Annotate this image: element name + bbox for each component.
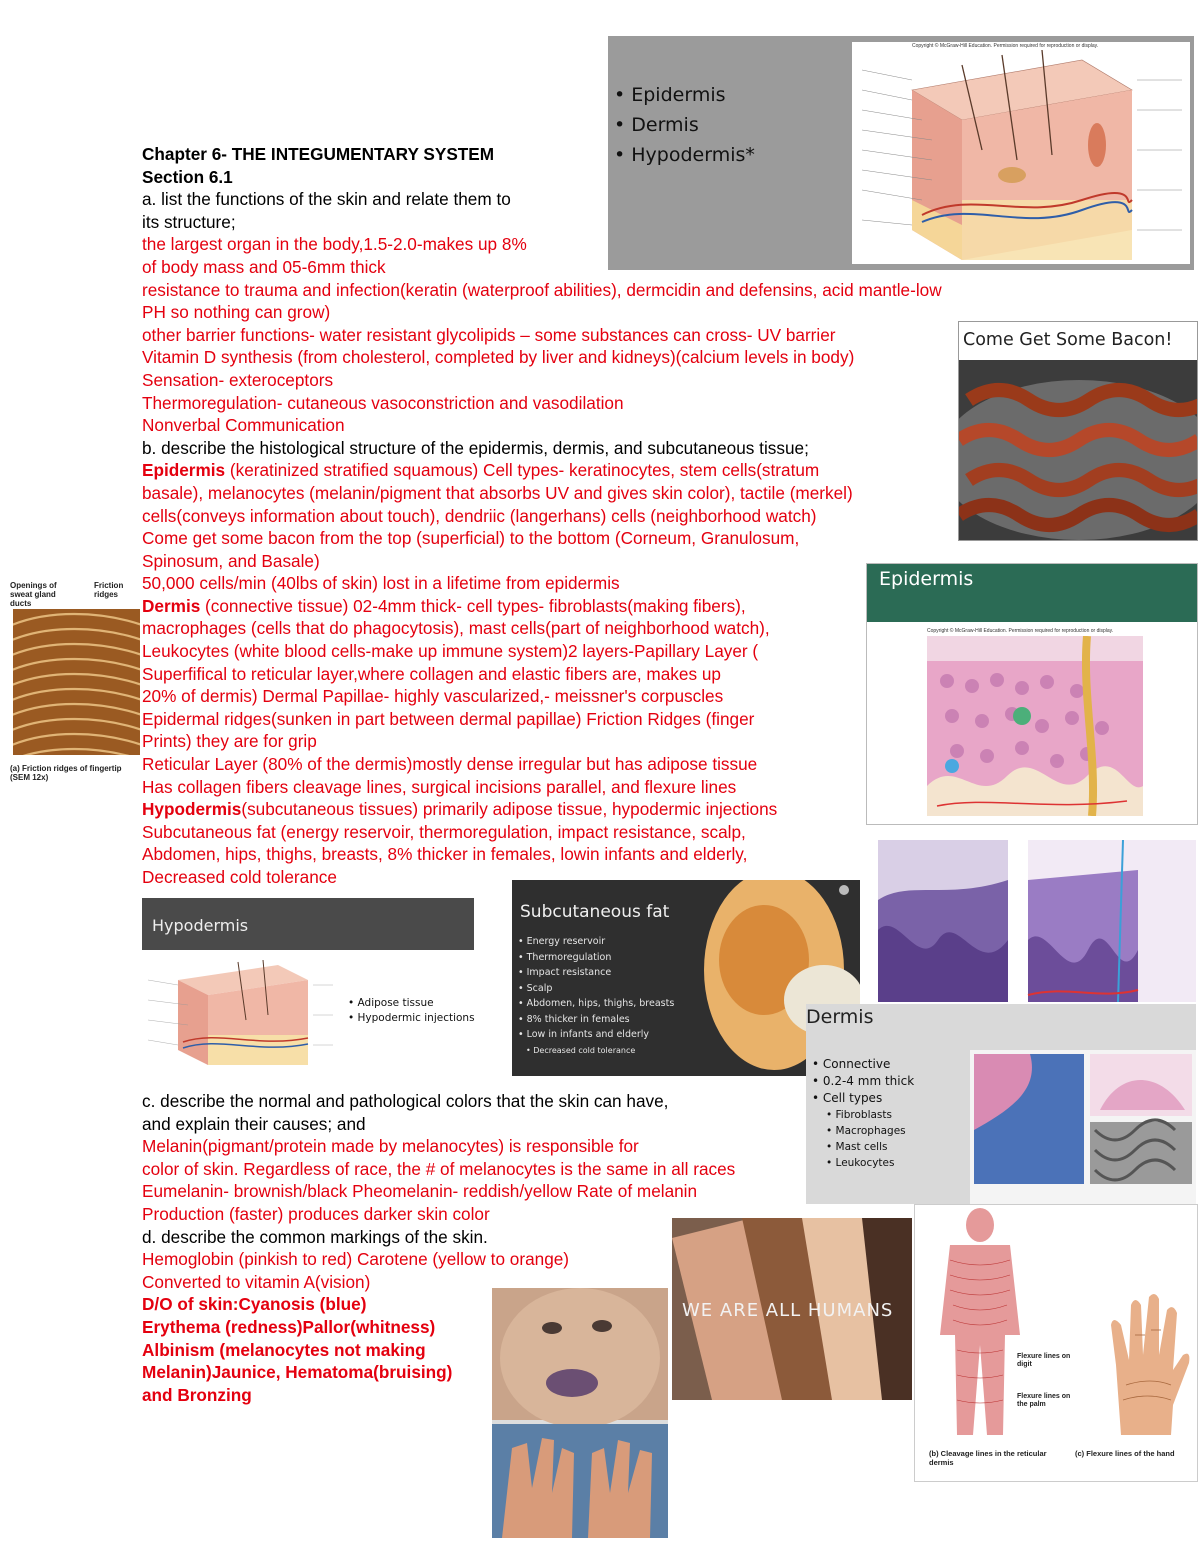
bullet: • Thermoregulation [518, 951, 612, 963]
dermis-histology-images [878, 840, 1196, 1002]
cleavage-caption: (b) Cleavage lines in the reticular dermis [929, 1449, 1047, 1467]
bullet: • Impact resistance [518, 967, 612, 978]
bullet: • Fibroblasts [826, 1109, 892, 1121]
note-text: (subcutaneous tissues) primarily adipose tissue, hypodermic injections [241, 799, 778, 820]
note-line: Prints) they are for grip [142, 731, 317, 752]
epidermis-term: Epidermis [142, 460, 226, 481]
flexure-caption: (c) Flexure lines of the hand [1075, 1449, 1175, 1458]
note-line: Erythema (redness)Pallor(whitness) [142, 1316, 436, 1337]
note-line: Decreased cold tolerance [142, 867, 337, 887]
note-line: Hemoglobin (pinkish to red) Carotene (yellow to orange) [142, 1249, 570, 1270]
objective-a-line2: its structure; [142, 211, 236, 232]
note-line: D/O of skin:Cyanosis (blue) [142, 1294, 367, 1315]
bullet: • Abdomen, hips, thighs, breasts [518, 998, 675, 1009]
objective-b: b. describe the histological structure of the epidermis, dermis, and subcutaneous tissue; [142, 437, 809, 458]
note-line: Spinosum, and Basale) [142, 550, 320, 571]
chapter-title: Chapter 6- THE INTEGUMENTARY SYSTEM [142, 144, 495, 164]
bullet-epidermis: • Epidermis [614, 84, 726, 106]
note-line: Converted to vitamin A(vision) [142, 1271, 371, 1292]
dermis-term: Dermis [142, 595, 201, 616]
bullet: • Connective [812, 1057, 891, 1071]
note-line: Nonverbal Communication [142, 415, 345, 436]
body-cleavage-lines-illustration [925, 1205, 1035, 1445]
histology-micrographs [878, 840, 1196, 1002]
layer-bullets [614, 80, 755, 170]
fingerprint-caption: (a) Friction ridges of fingertip (SEM 12x) [10, 764, 122, 782]
note-line: color of skin. Regardless of race, the # of melanocytes is the same in all races [142, 1158, 736, 1179]
flexure-palm-label: Flexure lines on the palm [1017, 1393, 1071, 1408]
note-line: Has collagen fibers cleavage lines, surgical incisions parallel, and flexure lines [142, 776, 737, 797]
note-line: Thermoregulation- cutaneous vasoconstriction and vasodilation [142, 392, 624, 413]
bacon-slide [958, 321, 1198, 541]
bullet: • 0.2-4 mm thick [812, 1074, 915, 1088]
epidermis-slide-title: Epidermis [879, 568, 974, 590]
note-line: resistance to trauma and infection(keratin (waterproof abilities), dermcidin and defensins, acid mantle-low [142, 279, 942, 300]
bullet: • Leukocytes [826, 1157, 895, 1169]
sweat-duct-label: Openings of sweat gland ducts [10, 581, 57, 608]
fingerprint-figure [10, 579, 140, 789]
note-line: cells(conveys information about touch), dendriic (langerhans) cells (neighborhood watch) [142, 505, 817, 526]
epidermis-slide-header [867, 564, 1197, 622]
bullet-injections: • Hypodermic injections [348, 1012, 475, 1024]
note-line: Leukocytes (white blood cells-make up immune system)2 layers-Papillary Layer ( [142, 641, 759, 662]
cyanosis-photo [492, 1288, 668, 1538]
objective-d: d. describe the common markings of the skin. [142, 1226, 488, 1247]
note-line: Abdomen, hips, thighs, breasts, 8% thicker in females, lowin infants and elderly, [142, 844, 748, 865]
bullet-adipose: • Adipose tissue [348, 997, 434, 1009]
note-line: of body mass and 05-6mm thick [142, 256, 386, 277]
copyright-note: Copyright © McGraw-Hill Education. Permission required for reproduction or display. [927, 628, 1114, 634]
note-line: Melanin)Jaunice, Hematoma(bruising) [142, 1362, 453, 1383]
flexure-digit-label: Flexure lines on digit [1017, 1353, 1071, 1368]
note-line: Come get some bacon from the top (superficial) to the bottom (Corneum, Granulosum, [142, 528, 800, 549]
skin-layers-slide [608, 36, 1194, 270]
humans-caption: WE ARE ALL HUMANS [682, 1300, 894, 1321]
cleavage-lines-figure [914, 1204, 1198, 1482]
dermis-slide-title: Dermis [806, 1006, 874, 1028]
bullet: • Decreased cold tolerance [526, 1045, 636, 1055]
dermis-slide [806, 1004, 1196, 1204]
bacon-photo [959, 360, 1197, 540]
epidermis-histology-illustration [927, 636, 1143, 816]
friction-ridge-label: Friction ridges [94, 581, 124, 599]
skin-diagram [852, 42, 1190, 264]
bacon-title: Come Get Some Bacon! [963, 330, 1173, 350]
bullet-dermis: • Dermis [614, 114, 699, 136]
note-line: Albinism (melanocytes not making [142, 1339, 426, 1360]
copyright-note: Copyright © McGraw-Hill Education. Permission required for reproduction or display. [912, 43, 1099, 49]
note-line: Reticular Layer (80% of the dermis)mostly dense irregular but has adipose tissue [142, 754, 758, 775]
note-line: Epidermal ridges(sunken in part between dermal papillae) Friction Ridges (finger [142, 708, 755, 729]
note-line: Subcutaneous fat (energy reservoir, thermoregulation, impact resistance, scalp, [142, 821, 746, 842]
note-line: Production (faster) produces darker skin color [142, 1203, 490, 1224]
objective-c-line1: c. describe the normal and pathological colors that the skin can have, [142, 1091, 669, 1111]
note-line: Sensation- exteroceptors [142, 369, 334, 390]
note-line: and Bronzing [142, 1384, 252, 1405]
bullet: • Scalp [518, 982, 553, 994]
note-line: Eumelanin- brownish/black Pheomelanin- reddish/yellow Rate of melanin [142, 1181, 698, 1202]
objective-c-line2: and explain their causes; and [142, 1113, 366, 1134]
dermis-bullets [812, 1056, 914, 1171]
objective-a-line1: a. list the functions of the skin and relate them to [142, 189, 511, 210]
fingerprint-photo [13, 609, 140, 755]
note-text: (keratinized stratified squamous) Cell types- keratinocytes, stem cells(stratum [225, 460, 820, 481]
hand-flexure-illustration [1101, 1285, 1193, 1445]
dermis-sub-bullets [812, 1107, 914, 1171]
note-line: 20% of dermis) Dermal Papillae- highly vascularized,- meissner's corpuscles [142, 686, 724, 707]
note-line: the largest organ in the body,1.5-2.0-makes up 8% [142, 234, 527, 255]
note-line: Vitamin D synthesis (from cholesterol, completed by liver and kidneys)(calcium levels in body) [142, 347, 855, 368]
note-line: Melanin(pigmant/protein made by melanocytes) is responsible for [142, 1136, 639, 1157]
hypodermis-slide-title: Hypodermis [152, 916, 249, 935]
bullet: • 8% thicker in females [518, 1013, 630, 1025]
bullet-hypodermis: • Hypodermis* [614, 144, 755, 166]
hypodermis-term: Hypodermis [142, 799, 242, 820]
note-line: macrophages (cells that do phagocytosis), mast cells(part of neighborhood watch), [142, 618, 770, 639]
bullet: • Mast cells [826, 1141, 888, 1153]
hypodermis-slide-header [142, 898, 474, 950]
subcutaneous-bullets [518, 934, 674, 1058]
bullet: • Low in infants and elderly [518, 1029, 649, 1040]
bullet: • Macrophages [826, 1125, 906, 1137]
section-heading: Section 6.1 [142, 166, 233, 187]
bullet: • Cell types [812, 1091, 883, 1105]
hypodermis-bullets [348, 996, 475, 1026]
note-line: Superfifical to reticular layer,where collagen and elastic fibers are, makes up [142, 663, 721, 684]
note-line: basale), melanocytes (melanin/pigment that absorbs UV and gives skin color), tactile (merkel) [142, 482, 853, 503]
we-are-all-humans-photo [672, 1218, 912, 1400]
subcutaneous-slide-title: Subcutaneous fat [520, 902, 670, 922]
hypodermis-slide [142, 896, 476, 1074]
epidermis-slide [866, 563, 1198, 825]
note-line: other barrier functions- water resistant glycolipids – some substances can cross- UV barrier [142, 324, 836, 345]
dermis-micrographs [970, 1050, 1196, 1204]
note-line: PH so nothing can grow) [142, 302, 331, 323]
note-line: 50,000 cells/min (40lbs of skin) lost in a lifetime from epidermis [142, 573, 620, 594]
note-text: (connective tissue) 02-4mm thick- cell types- fibroblasts(making fibers), [200, 595, 746, 616]
note-line [142, 459, 1072, 482]
skin-cross-section-illustration [852, 50, 1190, 264]
cyanosis-images [492, 1288, 668, 1538]
hypodermis-illustration [148, 960, 333, 1070]
bullet: • Energy reservoir [518, 936, 606, 947]
